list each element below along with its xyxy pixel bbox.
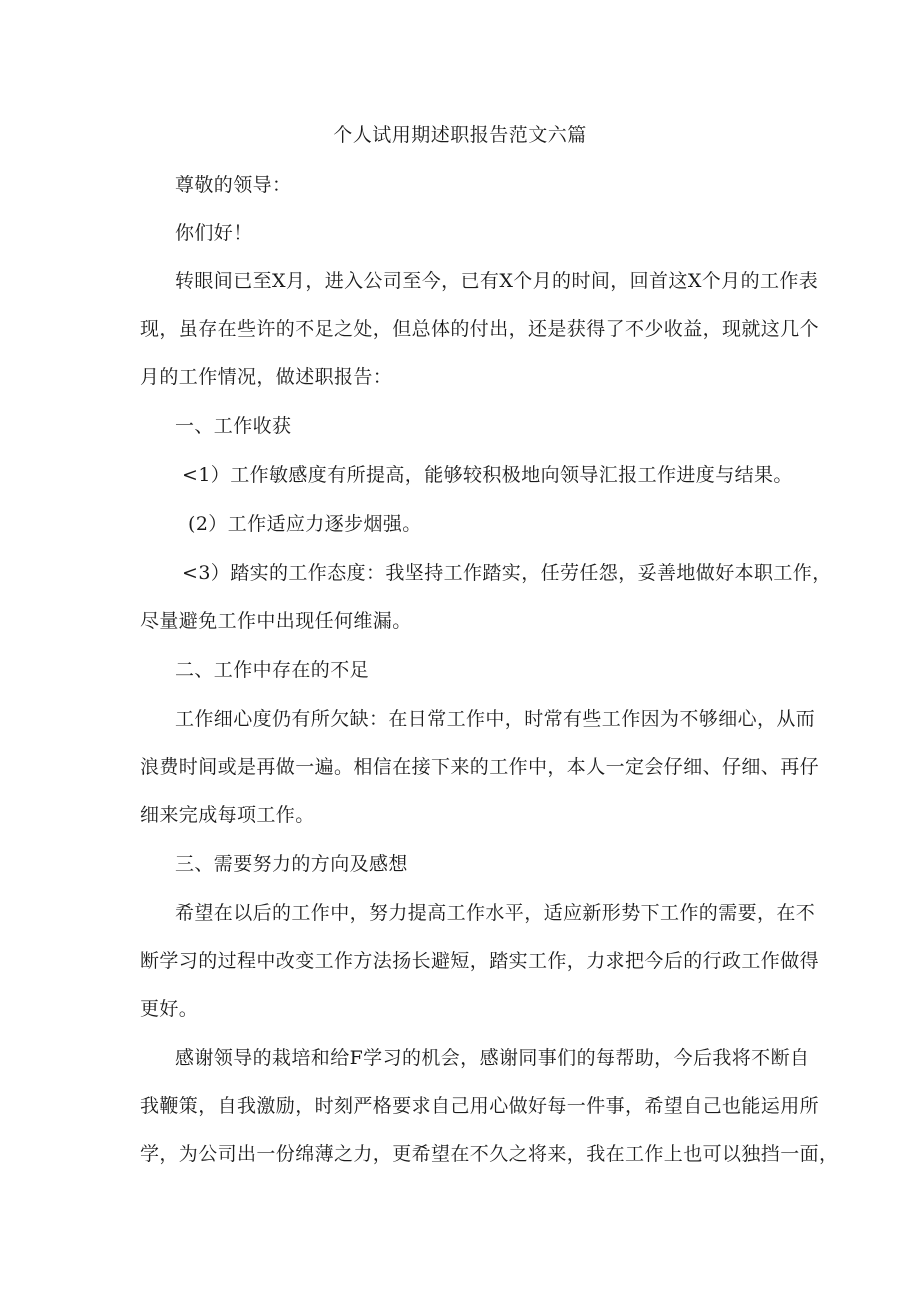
list-item-3-line-1: <3）踏实的工作态度：我坚持工作踏实，任劳任怨，妥善地做好本职工作， (182, 562, 832, 584)
salutation: 尊敬的领导： (175, 174, 292, 196)
section3-line-3: 更好。 (140, 998, 199, 1020)
section3-line-2: 断学习的过程中改变工作方法扬长避短，踏实工作，力求把今后的行政工作做得 (140, 950, 820, 972)
section2-line-2: 浪费时间或是再做一遍。相信在接下来的工作中，本人一定会仔细、仔细、再仔 (140, 756, 820, 778)
document-title: 个人试用期述职报告范文六篇 (333, 124, 587, 146)
section2-line-3: 细来完成每项工作。 (140, 804, 315, 826)
section-heading-3: 三、需要努力的方向及感想 (175, 853, 408, 875)
section-heading-1: 一、工作收获 (175, 415, 292, 437)
intro-line-1: 转眼间已至X月，进入公司至今，已有X个月的时间，回首这X个月的工作表 (175, 270, 819, 292)
section2-line-1: 工作细心度仍有所欠缺：在日常工作中，时常有些工作因为不够细心，从而 (175, 708, 816, 730)
intro-line-3: 月的工作情况，做述职报告： (140, 366, 393, 388)
intro-line-2: 现，虽存在些许的不足之处，但总体的付出，还是获得了不少收益，现就这几个 (140, 318, 820, 340)
closing-line-1: 感谢领导的栽培和给F学习的机会，感谢同事们的每帮助，今后我将不断自 (175, 1047, 810, 1069)
closing-line-3: 学，为公司出一份绵薄之力，更希望在不久之将来，我在工作上也可以独挡一面， (140, 1143, 839, 1165)
list-item-3-line-2: 尽量避免工作中出现任何维漏。 (140, 610, 412, 632)
list-item-1: <1）工作敏感度有所提高，能够较积极地向领导汇报工作进度与结果。 (182, 464, 793, 486)
list-item-2: (2）工作适应力逐步烟强。 (188, 513, 422, 535)
section-heading-2: 二、工作中存在的不足 (175, 659, 370, 681)
closing-line-2: 我鞭策，自我激励，时刻严格要求自己用心做好每一件事，希望自己也能运用所 (140, 1095, 820, 1117)
greeting: 你们好！ (175, 222, 253, 244)
section3-line-1: 希望在以后的工作中，努力提高工作水平，适应新形势下工作的需要，在不 (175, 902, 816, 924)
